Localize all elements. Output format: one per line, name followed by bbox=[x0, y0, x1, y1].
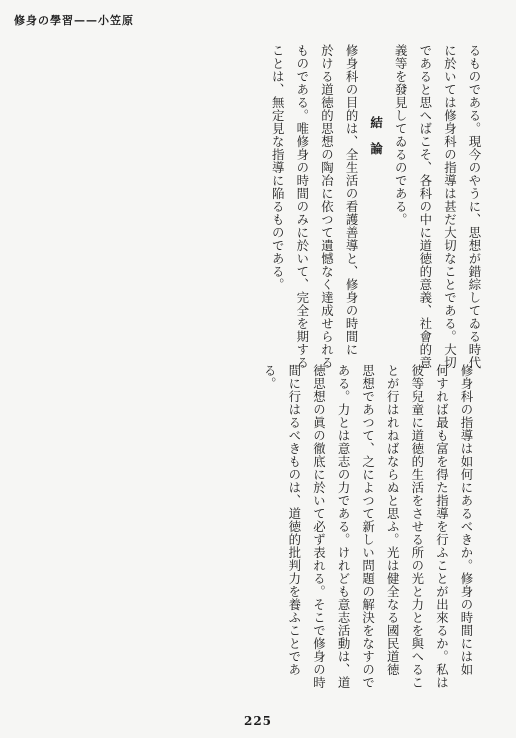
running-head: 修身の學習——小笠原 bbox=[14, 14, 134, 27]
paragraph-line: ことは、無定見な指導に陥るものである。 bbox=[270, 44, 286, 291]
upper-text-block bbox=[20, 44, 486, 369]
paragraph-line: ものである。唯修身の時間のみに於いて、完全を期する bbox=[294, 44, 310, 369]
paragraph-line: 思想であつて、之によつて新しい問題の解決をなすので bbox=[360, 364, 376, 689]
paragraph-line: 修身科の目的は、全生活の看護善導と、修身の時間に bbox=[344, 44, 360, 356]
paragraph-line: とが行はれねばならぬと思ふ。光は健全なる國民道徳 bbox=[385, 364, 401, 676]
paragraph-line: 義等を發見してゐるのである。 bbox=[393, 44, 409, 226]
paragraph-line: る。 bbox=[262, 364, 278, 390]
paragraph-line: に於いては修身科の指導は甚だ大切なことである。大切 bbox=[442, 44, 458, 369]
paragraph-line: ある。力とは意志の力である。けれども意志活動は、道 bbox=[336, 364, 352, 689]
paragraph-line: 徳思想の眞の徹底に於いて必ず表れる。そこで修身の時 bbox=[311, 364, 327, 689]
page-number: 225 bbox=[243, 714, 273, 728]
lower-text-block bbox=[20, 364, 478, 689]
paragraph-line: であると思へばこそ、各科の中に道徳的意義、社會的意 bbox=[417, 44, 433, 369]
paragraph-line: 間に行はるべきものは、道徳的批判力を養ふことであ bbox=[286, 364, 302, 676]
paragraph-line: 修身科の指導は如何にあるべきか。修身の時間には如 bbox=[459, 364, 474, 676]
paragraph-line: るものである。現今のやうに、思想が錯綜してゐる時代 bbox=[467, 44, 482, 369]
paragraph-line: 彼等兒童に道徳的生活をさせる所の光と力とを與へるこ bbox=[409, 364, 425, 689]
paragraph-line: 於ける道徳的思想の陶冶に依つて遺憾なく達成せられる bbox=[319, 44, 335, 369]
section-heading-conclusion: 結 論 bbox=[368, 116, 384, 155]
paragraph-line: 何すれば最も富を得た指導を行ふことが出來るか。私は bbox=[434, 364, 450, 689]
